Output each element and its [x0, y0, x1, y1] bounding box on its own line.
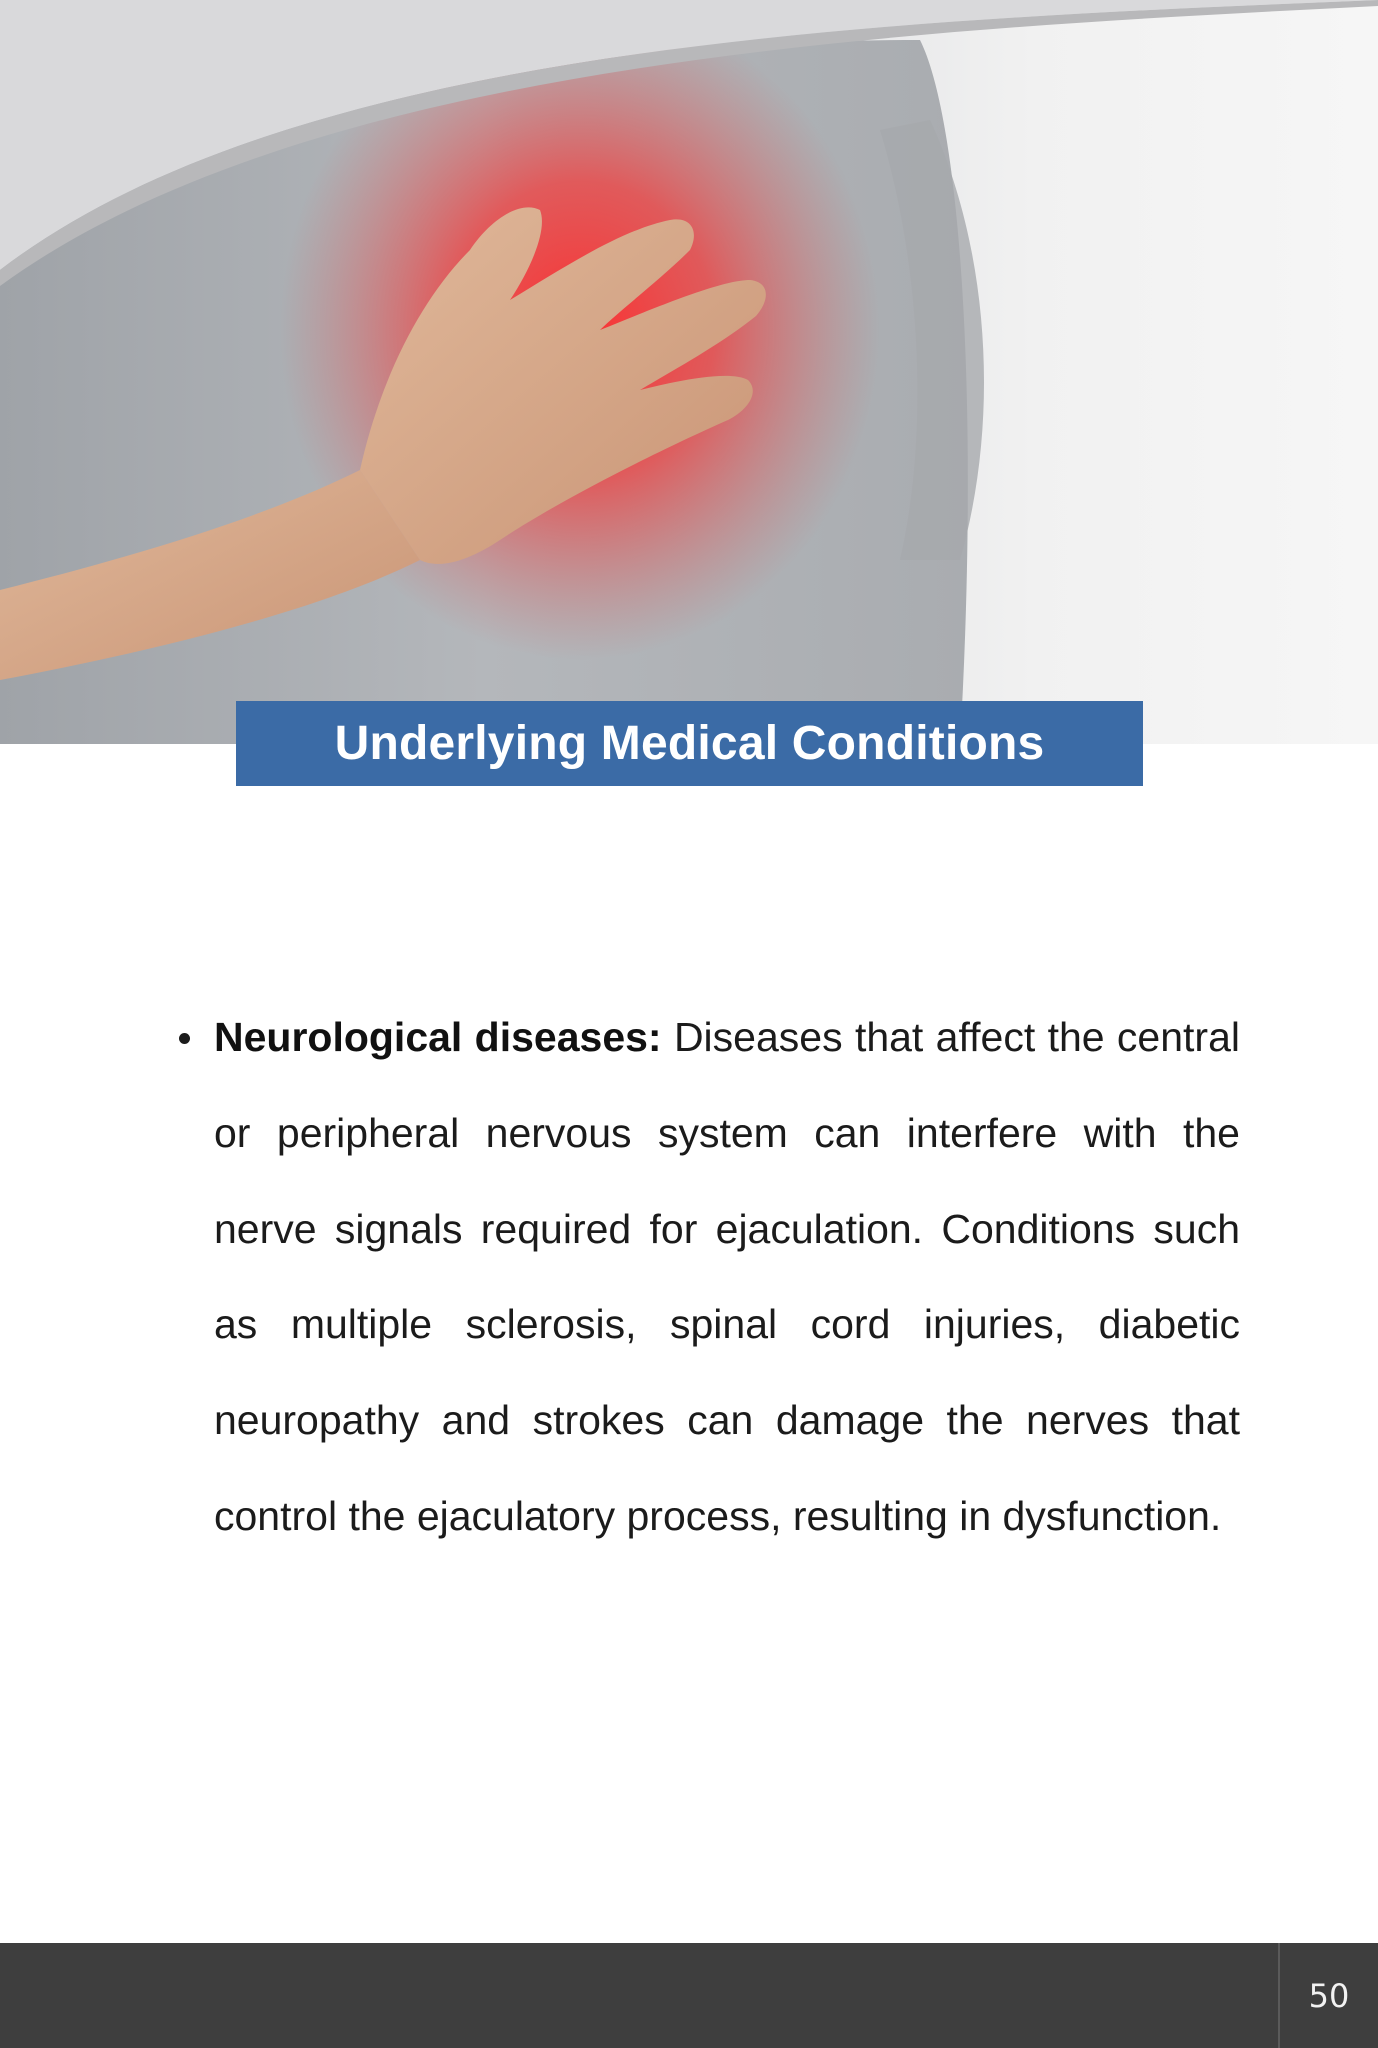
bullet-text: Diseases that affect the central or peripheral nervous system can interfere with the nerve signals required for ejaculation. Conditions such as multiple sclerosis, spinal cord injuries, diabetic neuropathy and strokes can damage the nerves that control the ejaculatory process, resulting in dysfunction. [214, 1014, 1240, 1539]
bullet-term: Neurological diseases: [214, 1014, 674, 1060]
bullet-dot-icon [179, 1033, 190, 1044]
page-number-box [1278, 1943, 1378, 2048]
bullet-item [160, 990, 1240, 1565]
section-title: Underlying Medical Conditions [334, 717, 1045, 770]
chest-pain-illustration [0, 0, 1378, 744]
footer-bar [0, 1943, 1378, 2048]
hero-image [0, 0, 1378, 744]
content-area [160, 990, 1240, 1565]
page-number: 50 [1308, 1976, 1350, 2015]
section-title-banner [236, 701, 1143, 786]
